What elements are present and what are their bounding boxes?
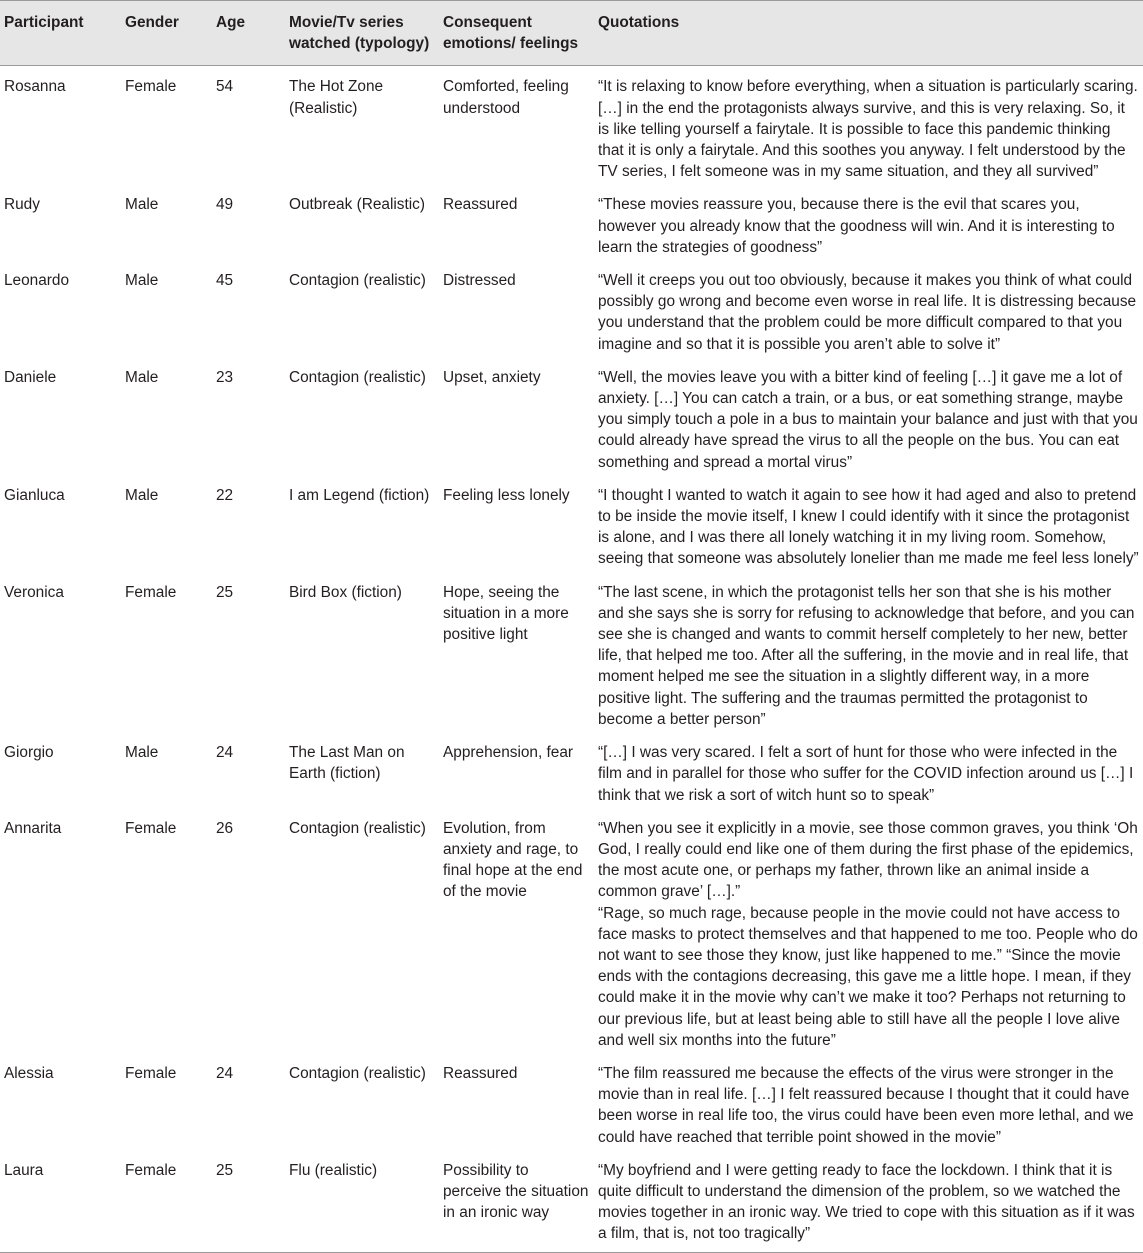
quotation-text: “When you see it explicitly in a movie, see those common graves, you think ‘Oh God, I really could end like one of them during the first phase of the epidemics, the most acute one, or perhaps my father, thrown like an animal inside a common grave’ […].” — [598, 819, 1138, 901]
cell-movie: Contagion (realistic) — [289, 368, 426, 386]
table-row — [0, 732, 1143, 808]
cell-gender: Male — [125, 196, 159, 214]
header-gender: Gender — [121, 1, 212, 66]
table-row — [0, 1150, 1143, 1252]
cell-movie: Outbreak (Realistic) — [289, 196, 425, 214]
cell-quotations — [594, 184, 1143, 260]
cell-quotations — [594, 732, 1143, 808]
header-emotions: Consequent emotions/ feelings — [439, 1, 594, 66]
cell-quotations — [594, 260, 1143, 357]
cell-age: 22 — [216, 486, 234, 504]
cell-emotions: Comforted, feeling understood — [443, 78, 569, 117]
cell-participant: Laura — [0, 1150, 121, 1252]
cell-movie: The Last Man on Earth (fiction) — [289, 744, 405, 783]
quotation-text: “My boyfriend and I were getting ready to face the lockdown. I think that it is quite difficult to understand the dimension of the problem, so we watched the movies together in an ironic way. We tried to cope with this situation as if it was a film, that is, not too tragically” — [598, 1161, 1135, 1243]
cell-participant: Alessia — [4, 1064, 54, 1082]
header-participant: Participant — [0, 1, 121, 66]
cell-movie: The Hot Zone (Realistic) — [289, 78, 384, 117]
cell-gender: Female — [121, 1150, 212, 1252]
cell-movie: Contagion (realistic) — [289, 819, 426, 837]
cell-emotions: Apprehension, fear — [443, 744, 574, 762]
table-row — [0, 572, 1143, 732]
cell-participant: Rudy — [4, 196, 40, 214]
header-quotations: Quotations — [594, 1, 1143, 66]
cell-age: 25 — [212, 1150, 285, 1252]
cell-age: 26 — [216, 819, 234, 837]
cell-emotions: Upset, anxiety — [443, 368, 541, 386]
table-body — [0, 66, 1143, 1252]
cell-participant: Annarita — [4, 819, 62, 837]
cell-gender: Male — [125, 486, 159, 504]
quotation-text: “The last scene, in which the protagonist tells her son that she is his mother and she says she is sorry for refusing to acknowledge that before, and you can see she is changed and wants to commit herself completely to her new, better life, that helped me too. After all the suffering, in the movie and in real life, that moment helped me see the situation in a slightly different way, in a more positive light. The suffering and the traumas permitted the protagonist to become a better person” — [598, 583, 1135, 728]
cell-emotions: Evolution, from anxiety and rage, to final hope at the end of the movie — [443, 819, 583, 901]
cell-age: 23 — [216, 368, 234, 386]
cell-movie: Bird Box (fiction) — [289, 583, 402, 601]
cell-gender: Female — [125, 583, 177, 601]
cell-emotions: Reassured — [443, 196, 518, 214]
cell-quotations — [594, 475, 1143, 572]
cell-participant: Gianluca — [4, 486, 65, 504]
cell-emotions: Feeling less lonely — [443, 486, 570, 504]
cell-quotations — [594, 1053, 1143, 1150]
cell-age: 49 — [216, 196, 234, 214]
table-row — [0, 357, 1143, 475]
table-row — [0, 66, 1143, 185]
cell-gender: Male — [125, 744, 159, 762]
cell-quotations — [594, 357, 1143, 475]
cell-emotions: Hope, seeing the situation in a more positive light — [443, 583, 569, 644]
table-row — [0, 260, 1143, 357]
header-age: Age — [212, 1, 285, 66]
cell-participant: Veronica — [4, 583, 64, 601]
cell-age: 25 — [216, 583, 234, 601]
cell-gender: Male — [125, 272, 159, 290]
cell-emotions: Distressed — [443, 272, 516, 290]
cell-quotations — [594, 572, 1143, 732]
table-row — [0, 184, 1143, 260]
quotation-text: “These movies reassure you, because there is the evil that scares you, however you already know that the goodness will win. And it is interesting to learn the strategies of goodness” — [598, 196, 1115, 256]
cell-age: 24 — [216, 1064, 234, 1082]
cell-age: 24 — [216, 744, 234, 762]
quotation-text: “Rage, so much rage, because people in the movie could not have access to face masks to protect themselves and that happened to me too. People who do not want to see those they know, just like happened to me.” “Since the movie ends with the contagions decreasing, this gave me a little hope. I mean, if they could make it in the movie why can’t we make it too? Perhaps not returning to our previous life, but at least being able to still have all the people I love alive and well six months into the future” — [598, 904, 1138, 1049]
cell-participant: Giorgio — [4, 744, 54, 762]
header-row — [0, 1, 1143, 66]
cell-age: 45 — [216, 272, 234, 290]
table-row — [0, 475, 1143, 572]
cell-participant: Rosanna — [4, 78, 66, 96]
quotation-text: “Well it creeps you out too obviously, because it makes you think of what could possibly go wrong and become even worse in real life. It is distressing because you understand that the problem could be more difficult compared to that you imagine and so that it is possible you aren’t able to solve it” — [598, 272, 1137, 353]
cell-participant: Daniele — [4, 368, 57, 386]
cell-gender: Female — [125, 78, 177, 96]
quotation-text: “[…] I was very scared. I felt a sort of hunt for those who were infected in the film and in parallel for those who suffer for the COVID infection around us […] I think that we risk a sort of witch hunt so to speak” — [598, 744, 1134, 804]
cell-movie: Contagion (realistic) — [289, 272, 426, 290]
quotation-text: “Well, the movies leave you with a bitter kind of feeling […] it gave me a lot of anxiety. […] You can catch a train, or a bus, or eat something strange, maybe you simply touch a pole in a bus to maintain your balance and just with that you could already have spread the virus to all the people on the bus. You can eat something and spread a mortal virus” — [598, 368, 1138, 471]
cell-age: 54 — [216, 78, 234, 96]
cell-participant: Leonardo — [4, 272, 70, 290]
cell-movie: I am Legend (fiction) — [289, 486, 430, 504]
header-movie: Movie/Tv series watched (typology) — [285, 1, 439, 66]
cell-gender: Male — [125, 368, 159, 386]
cell-quotations — [594, 808, 1143, 1053]
cell-emotions: Possibility to perceive the situation in an ironic way — [439, 1150, 594, 1252]
cell-movie: Contagion (realistic) — [289, 1064, 426, 1082]
table-row — [0, 1053, 1143, 1150]
quotation-text: “It is relaxing to know before everything, when a situation is particularly scaring. […] in the end the protagonists always survive, and this is very relaxing. So, it is like telling yourself a fairytale. It is possible to face this pandemic thinking that it is only a fairytale. And this soothes you anyway. I felt understood by the TV series, I felt someone was in my same situation, and they all survived” — [598, 78, 1138, 181]
cell-gender: Female — [125, 819, 177, 837]
cell-quotations — [594, 1150, 1143, 1252]
cell-emotions: Reassured — [443, 1064, 518, 1082]
quotation-text: “The film reassured me because the effects of the virus were stronger in the movie than in real life. […] I felt reassured because I thought that it could have been worse in real life too, the virus could have been even more lethal, and we could have reached that terrible point showed in the movie” — [598, 1064, 1134, 1146]
quotation-text: “I thought I wanted to watch it again to see how it had aged and also to pretend to be inside the movie itself, I knew I could identify with it since the protagonist is alone, and I was there all lonely watching it in my living room. Somehow, seeing that someone was absolutely lonelier than me made me feel less lonely” — [598, 486, 1139, 568]
cell-quotations — [594, 66, 1143, 185]
table-row — [0, 808, 1143, 1053]
cell-movie: Flu (realistic) — [285, 1150, 439, 1252]
cell-gender: Female — [125, 1064, 177, 1082]
